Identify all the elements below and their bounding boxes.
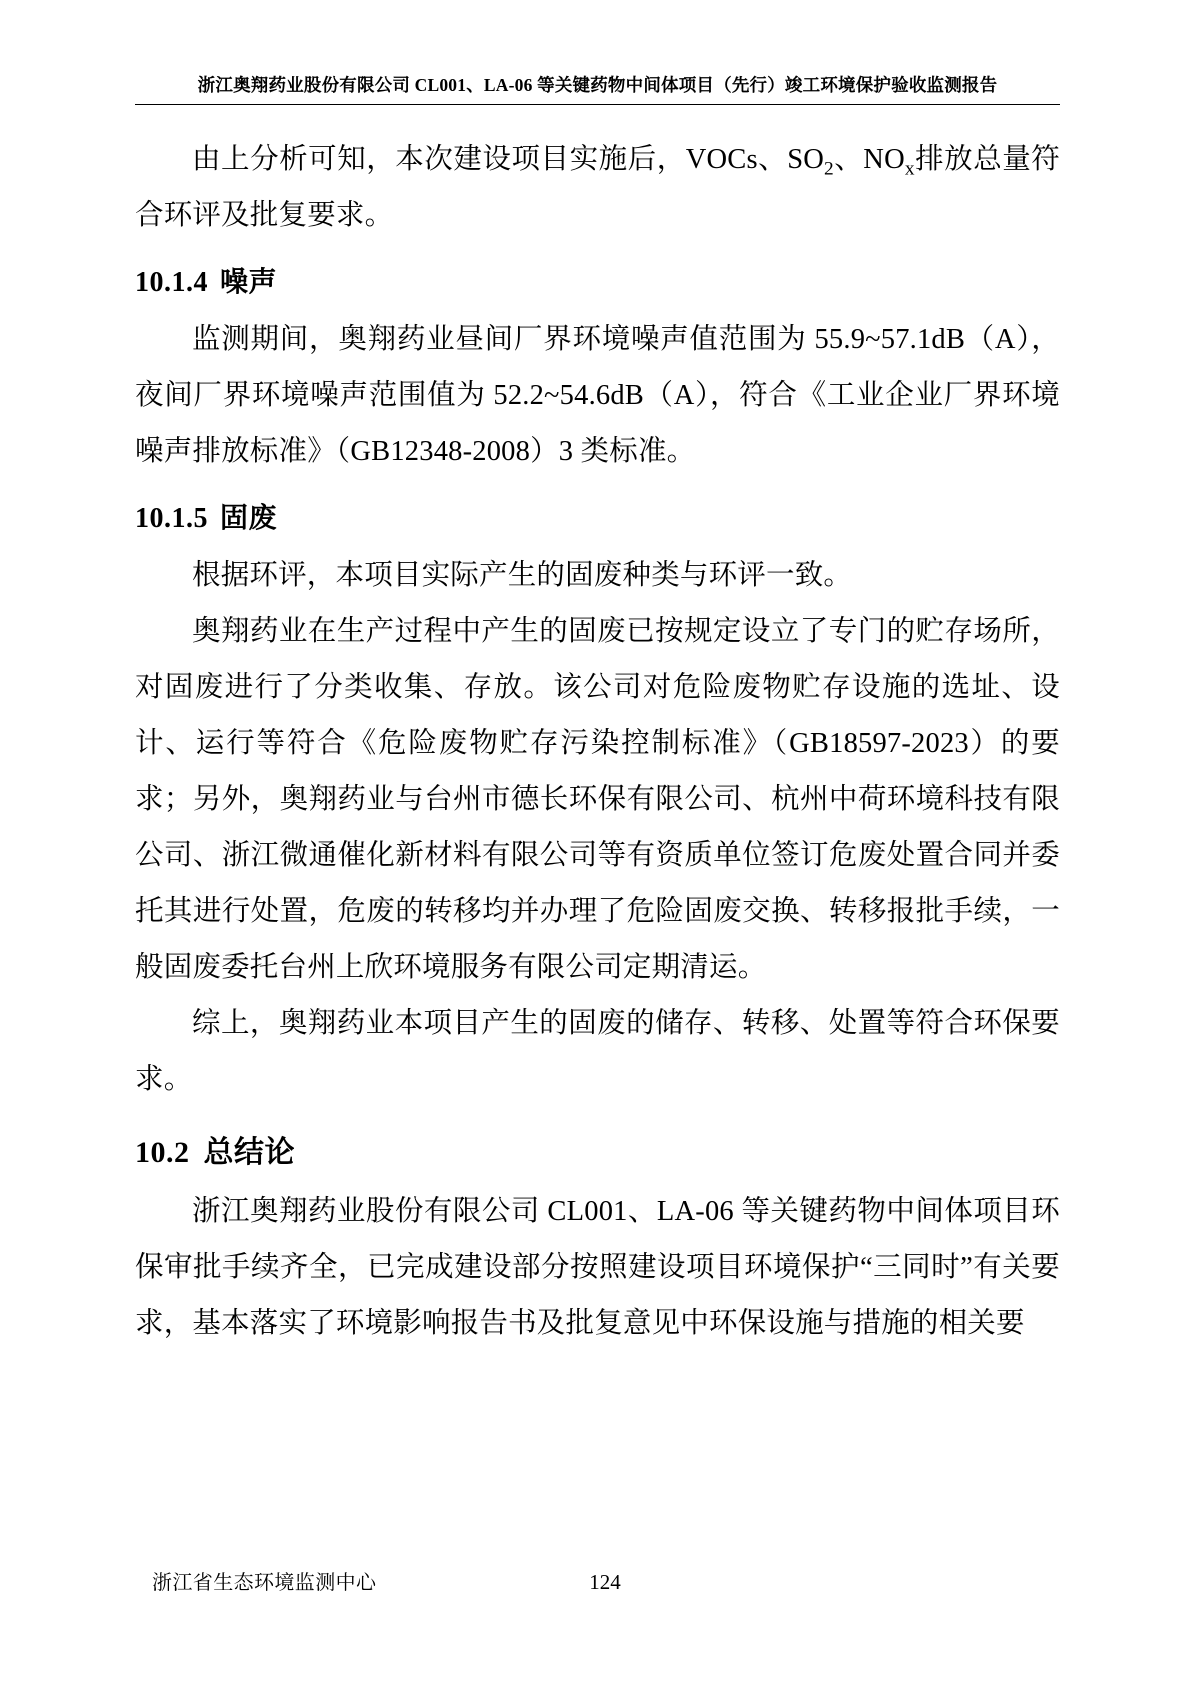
section-title: 噪声: [220, 267, 278, 298]
section-number: 10.1.4: [135, 267, 208, 298]
paragraph-conclusion: 浙江奥翔药业股份有限公司 CL001、LA-06 等关键药物中间体项目环保审批手续齐全，已完成建设部分按照建设项目环境保护“三同时”有关要求，基本落实了环境影响报告书及批复意见中环保设施与措施的相关要: [135, 1196, 1060, 1339]
section-heading-noise: [135, 256, 1060, 310]
paragraph-waste-storage: 奥翔药业在生产过程中产生的固废已按规定设立了专门的贮存场所，对固废进行了分类收集、存放。该公司对危险废物贮存设施的选址、设计、运行等符合《危险废物贮存污染控制标准》（GB18597-2023）的要求；另外，奥翔药业与台州市德长环保有限公司、杭州中荷环境科技有限公司、浙江微通催化新材料有限公司等有资质单位签订危废处置合同并委托其进行处置，危废的转移均并办理了危险固废交换、转移报批手续，一般固废委托台州上欣环境服务有限公司定期清运。: [135, 616, 1060, 983]
subscript-so2: 2: [824, 158, 834, 180]
header-divider: [135, 104, 1060, 105]
section-title: 固废: [220, 503, 278, 534]
section-heading-conclusion: [135, 1124, 1060, 1182]
page-content: [135, 132, 1060, 1352]
paragraph-noise: 监测期间，奥翔药业昼间厂界环境噪声值范围为 55.9~57.1dB（A），夜间厂界环境噪声范围值为 52.2~54.6dB（A），符合《工业企业厂界环境噪声排放标准》（GB12348-2008）3 类标准。: [135, 324, 1060, 467]
subscript-nox: x: [904, 158, 915, 180]
paragraph-text-part: 、NO: [833, 144, 905, 175]
footer-page-number: 124: [589, 1570, 621, 1594]
paragraph-waste-summary: 综上，奥翔药业本项目产生的固废的储存、转移、处置等符合环保要求。: [135, 1008, 1060, 1095]
paragraph-waste-types: 根据环评，本项目实际产生的固废种类与环评一致。: [192, 560, 853, 591]
section-number: 10.1.5: [135, 503, 208, 534]
section-title: 总结论: [203, 1136, 295, 1169]
section-number: 10.2: [135, 1136, 190, 1169]
paragraph-text-part: 排放总量符合环评及批复要求。: [135, 144, 1060, 231]
footer-organization: 浙江省生态环境监测中心: [152, 1572, 377, 1594]
page-header: 浙江奥翔药业股份有限公司 CL001、LA-06 等关键药物中间体项目（先行）竣工环境保护验收监测报告: [197, 75, 998, 95]
paragraph-text-part: 由上分析可知，本次建设项目实施后，VOCs、SO: [192, 144, 825, 175]
section-heading-solid-waste: [135, 492, 1060, 546]
paragraph-total-emissions: [135, 132, 1060, 244]
